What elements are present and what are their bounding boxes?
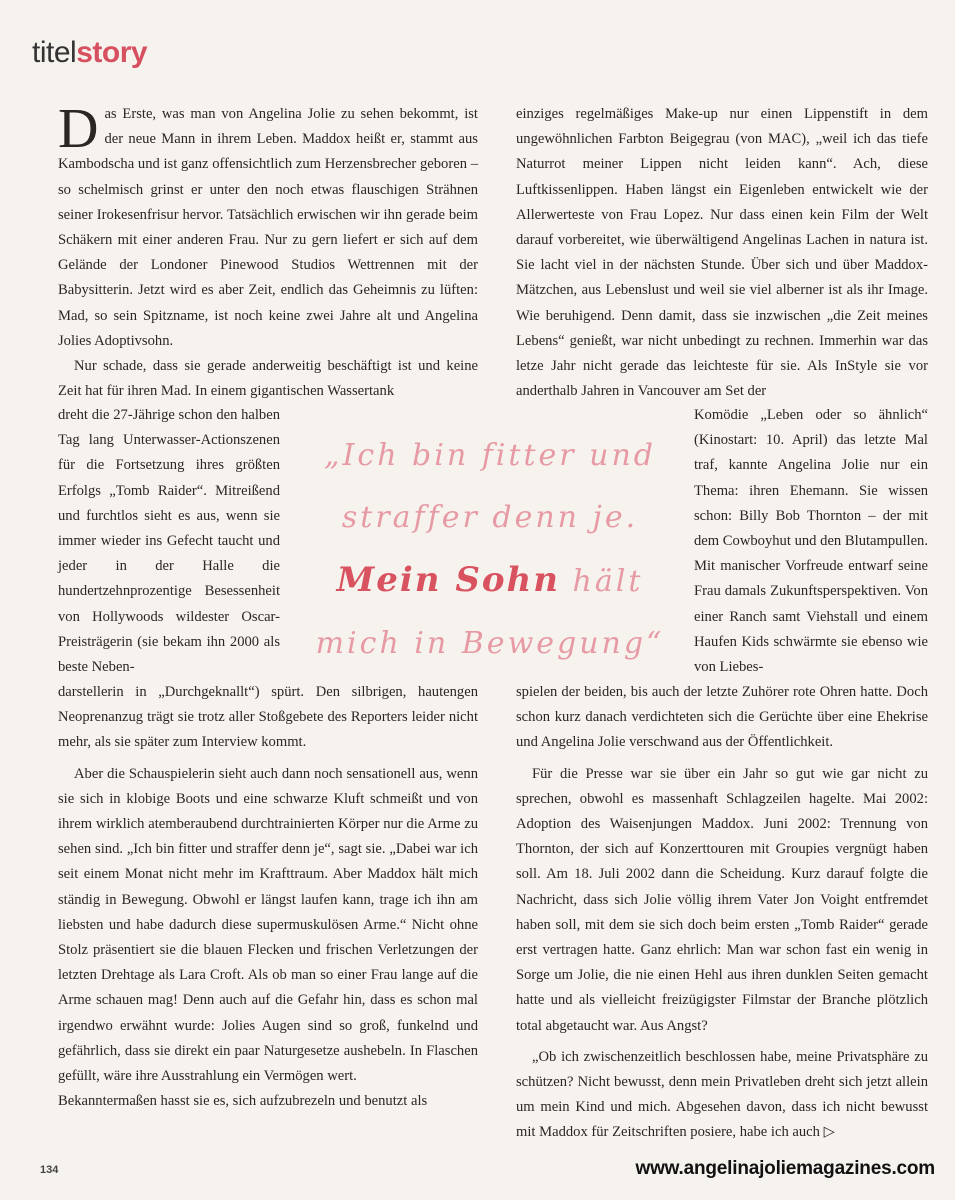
paragraph-c2-3: „Ob ich zwischenzeitlich beschlossen habe, meine Privatsphäre zu schützen? Nicht bewusst, denn mein Privatleben dreht sich jetzt allein um mein Kind und mich. Abgesehen davon, dass ich nicht bewusst mit Maddox für Zeitschriften posiere, habe ich auch ▷ — [516, 1048, 928, 1141]
quote-line-3-rest: hält — [560, 564, 644, 599]
dropcap: D — [58, 98, 99, 160]
quote-line-3 — [300, 549, 680, 613]
column-2-bottom — [516, 680, 928, 1146]
paragraph-2-start: Nur schade, dass sie gerade anderweitig beschäftigt ist und keine Zeit hat für ihren Mad. In einem gigantischen Wassertank — [58, 358, 478, 400]
header-word-story: story — [76, 36, 148, 69]
paragraph-2-narrow: dreht die 27-Jährige schon den halben Tag lang Unterwasser-Actionszenen für die Fortsetzung ihres größten Erfolgs „Tomb Raider“. Mitreißend und furchtlos sieht es aus, wenn sie immer wieder ins Gefecht taucht und jeder in der Halle die hundertzehnprozentige Besessenheit von Hollywoods wildester Oscar-Preisträgerin (sie bekam ihn 2000 als beste Neben- — [58, 407, 280, 676]
section-header — [32, 36, 147, 70]
paragraph-4: Bekanntermaßen hasst sie es, sich aufzubrezeln und benutzt als — [58, 1093, 428, 1110]
column-2-top — [516, 102, 928, 404]
paragraph-intro: Das Erste, was man von Angelina Jolie zu sehen bekommt, ist der neue Mann in ihrem Leben. Maddox heißt er, stammt aus Kambodscha und ist ganz offensichtlich zum Herzensbrecher geboren – so schelmisch grinst er unter den noch etwas flauschigen Strähnen seiner Irokesenfrisur hervor. Tatsächlich erwischen wir ihn gerade beim Schäkern mit einer anderen Frau. Nur zu gern liefert er sich auf dem Gelände der Londoner Pinewood Studios Wettrennen mit der Babysitterin. Jetzt wird es aber Zeit, endlich das Geheimnis zu lüften: Mad, so sein Spitzname, ist noch keine zwei Jahre alt und Angelina Jolies Adoptivsohn. — [58, 98, 478, 349]
paragraph-c2-end: spielen der beiden, bis auch der letzte Zuhörer rote Ohren hatte. Doch schon kurz danach verdichteten sich die Gerüchte über eine Ehekrise und Angelina Jolie verschwand aus der Öffentlichkeit. — [516, 684, 928, 751]
paragraph-c2-1: einziges regelmäßiges Make-up nur einen Lippenstift in dem ungewöhnlichen Farbton Beigegrau (von MAC), „weil ich das tiefe Naturrot meiner Lippen nicht leiden kann“. Ach, diese Luftkissenlippen. Haben längst ein Eigenleben entwickelt wie der Allerwerteste von Frau Lopez. Nur dass einen kein Film der Welt darauf vorbereitet, wie überwältigend Angelinas Lachen in natura ist. Sie lacht viel in der nächsten Stunde. Über sich und über Maddox-Mätzchen, aus Lebenslust und weil sie viel alberner ist als ihr Image. Wie beruhigend. Denn damit, dass sie inzwischen „die Zeit meines Lebens“ genießt, war nicht unbedingt zu rechnen. Immerhin war das letze Jahr nicht gerade das leichteste für sie. Als InStyle sie vor anderthalb Jahren in Vancouver am Set der — [516, 106, 928, 400]
column-1-top — [58, 98, 478, 404]
page-number: 134 — [40, 1164, 59, 1176]
paragraph-3: Aber die Schauspielerin sieht auch dann noch sensationell aus, wenn sie sich in klobige Boots und eine schwarze Kluft schmeißt und von ihrem wirklich atemberaubend durchtrainierten Körper nur die Arme zu sehen sind. „Ich bin fitter und straffer denn je“, sagt sie. „Dabei war ich seit einem Monat nicht mehr im Krafttraum. Aber Maddox hält mich ständig in Bewegung. Obwohl er längst laufen kann, trage ich ihn am liebsten und habe dadurch diese supermuskulösen Arme.“ Nicht ohne Stolz präsentiert sie die blauen Flecken und frischen Verletzungen der letzten Drehtage als Lara Croft. Als ob man so einer Frau lange auf die Arme schauen mag! Denn auch auf die Gefahr hin, dass es schon mal irgendwo erwähnt wurde: Jolies Augen sind so groß, funkelnd und gefährlich, dass sie direkt ein paar Naturgesetze aushebeln. In Flaschen gefüllt, wäre ihre Ausstrahlung ein Vermögen wert. — [58, 765, 478, 1085]
paragraph-2-end: darstellerin in „Durchgeknallt“) spürt. Den silbrigen, hautengen Neoprenanzug trägt sie trotz aller Stoßgebete des Reporters leider nicht mehr, als sie später zum Interview kommt. — [58, 684, 478, 751]
column-1-bottom — [58, 680, 478, 1114]
watermark: www.angelinajoliemagazines.com — [635, 1158, 935, 1179]
paragraph-c2-2: Für die Presse war sie über ein Jahr so gut wie gar nicht zu sprechen, obwohl es massenhaft Schlagzeilen hagelte. Mai 2002: Adoption des Waisenjungen Maddox. Juni 2002: Trennung von Thornton, der sich auf Konzerttouren mit Groupies vergnügt haben soll. Am 18. Juli 2002 dann die Scheidung. Kurz darauf folgte die Nachricht, dass sich Jolie völlig ihrem Vater Jon Voight entfremdet haben soll, mit dem sie sich doch beim ersten „Tomb Raider“ gerade erst vertragen hatte. Ganz ehrlich: Man war schon fast ein wenig in Sorge um Jolie, die nie einen Hehl aus ihren dunklen Seiten gemacht hatte und als vielleicht freizügigster Filmstar der Branche plötzlich total abgetaucht war. Aus Angst? — [516, 765, 928, 1034]
header-word-titel: titel — [32, 36, 77, 69]
quote-line-1: „Ich bin fitter und — [324, 438, 656, 473]
quote-line-4: mich in Bewegung“ — [315, 626, 665, 661]
quote-line-2: straffer denn je. — [341, 500, 639, 535]
pull-quote — [300, 425, 680, 675]
column-2-narrow — [694, 403, 928, 680]
quote-highlight: Mein Sohn — [336, 560, 560, 600]
paragraph-c2-narrow: Komödie „Leben oder so ähnlich“ (Kinostart: 10. April) das letzte Mal traf, kannte Angelina Jolie nur ein Thema: ihren Ehemann. Sie wissen schon: Billy Bob Thornton – der mit dem Cowboyhut und den Blutampullen. Mit manischer Vorfreude entwarf seine Frau damals Zukunftsperspektiven. Von einer Ranch samt Viehstall und einem Haufen Kids schwärmte sie ebenso wie von Liebes- — [694, 407, 928, 676]
column-1-narrow — [58, 403, 280, 680]
